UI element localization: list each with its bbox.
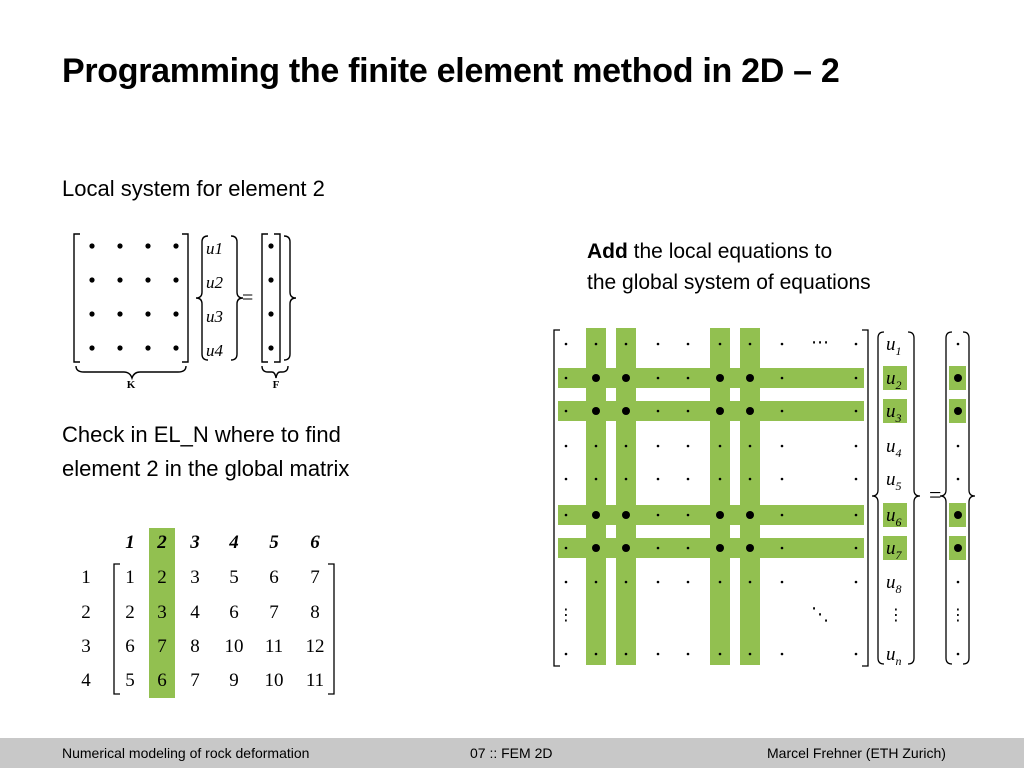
el-n-cell: 7 [310, 567, 320, 588]
matrix-entry-dot [687, 581, 690, 584]
local-equals-sign: = [242, 287, 254, 309]
el-n-cell: 4 [190, 602, 200, 623]
el-n-cell: 7 [190, 670, 200, 691]
matrix-entry-dot [565, 581, 568, 584]
matrix-entry-dot [565, 547, 568, 550]
matrix-entry-dot [687, 547, 690, 550]
el-n-cell: 3 [190, 567, 200, 588]
force-entry-dot [268, 243, 273, 248]
matrix-contribution-dot [592, 374, 600, 382]
add-caption-bold: Add [587, 240, 628, 263]
rhs-contribution-dot [954, 407, 962, 415]
matrix-contribution-dot [592, 511, 600, 519]
local-unknown-u4: u4 [206, 341, 223, 360]
global-system-equation [548, 324, 978, 670]
el-n-cell: 2 [157, 567, 167, 588]
force-entry-dot [268, 277, 273, 282]
matrix-entry-dot [855, 653, 858, 656]
matrix-entry-dot [687, 514, 690, 517]
matrix-entry-dot [565, 514, 568, 517]
slide-title: Programming the finite element method in 2D – 2 [62, 52, 840, 90]
check-caption-line1: Check in EL_N where to find [62, 422, 341, 447]
stiffness-entry-dot [117, 311, 122, 316]
local-system-equation [64, 228, 304, 398]
unknown-right-brace [908, 332, 920, 664]
matrix-contribution-dot [716, 544, 724, 552]
stiffness-entry-dot [173, 277, 178, 282]
el-n-cell: 11 [264, 636, 284, 657]
check-caption [62, 418, 349, 486]
el-n-cell: 3 [157, 602, 167, 623]
el-n-cell: 12 [305, 636, 325, 657]
global-unknown: $u_2$ [886, 368, 902, 392]
matrix-entry-dot [781, 445, 784, 448]
global-unknown: $u_n$ [886, 644, 902, 668]
matrix-entry-dot [565, 343, 568, 346]
matrix-entry-dot [657, 445, 660, 448]
matrix-entry-dot [625, 653, 628, 656]
local-unknown-u2: u2 [206, 273, 223, 292]
stiffness-entry-dot [145, 277, 150, 282]
matrix-contribution-dot [716, 374, 724, 382]
el-n-column-header: 6 [310, 532, 320, 553]
footer-course: Numerical modeling of rock deformation [62, 745, 310, 761]
el-n-row-header: 2 [81, 602, 91, 623]
rhs-entry-dot [957, 445, 960, 448]
matrix-contribution-dot [592, 544, 600, 552]
rhs-contribution-dot [954, 374, 962, 382]
matrix-entry-dot [565, 478, 568, 481]
el-n-cell: 6 [157, 670, 167, 691]
el-n-cell: 9 [229, 670, 239, 691]
stiffness-entry-dot [117, 345, 122, 350]
matrix-entry-dot [657, 478, 660, 481]
matrix-contribution-dot [746, 511, 754, 519]
highlighted-row-band [558, 368, 864, 388]
el-n-cell: 7 [269, 602, 279, 623]
matrix-contribution-dot [746, 374, 754, 382]
el-n-cell: 8 [190, 636, 200, 657]
matrix-entry-dot [565, 653, 568, 656]
matrix-entry-dot [781, 478, 784, 481]
add-caption-rest: the local equations to [627, 240, 833, 263]
matrix-entry-dot [625, 343, 628, 346]
stiffness-entry-dot [89, 243, 94, 248]
matrix-entry-dot [719, 343, 722, 346]
footer-bar [0, 738, 1024, 768]
matrix-contribution-dot [622, 544, 630, 552]
stiffness-entry-dot [89, 311, 94, 316]
local-system-caption: Local system for element 2 [62, 176, 325, 201]
force-vector-label: F [272, 379, 280, 391]
check-caption-line2: element 2 in the global matrix [62, 456, 350, 481]
matrix-entry-dot [565, 445, 568, 448]
el-n-cell: 1 [125, 567, 135, 588]
matrix-entry-dot [719, 445, 722, 448]
matrix-entry-dot [657, 514, 660, 517]
global-unknown: $u_3$ [886, 401, 902, 425]
rhs-entry-dot [957, 653, 960, 656]
footer-author: Marcel Frehner (ETH Zurich) [767, 745, 946, 761]
el-n-cell: 6 [125, 636, 135, 657]
matrix-entry-dot [657, 581, 660, 584]
local-unknown-u3: u3 [206, 307, 223, 326]
highlighted-row-band [558, 505, 864, 525]
matrix-entry-dot [719, 581, 722, 584]
matrix-entry-dot [625, 581, 628, 584]
global-unknown: $u_6$ [886, 505, 902, 529]
matrix-entry-dot [657, 343, 660, 346]
matrix-entry-dot [565, 377, 568, 380]
matrix-entry-dot [687, 445, 690, 448]
global-unknown: ⋮ [888, 607, 904, 624]
force-entry-dot [268, 311, 273, 316]
el-n-left-bracket [114, 564, 120, 694]
matrix-entry-dot [781, 410, 784, 413]
stiffness-entry-dot [89, 345, 94, 350]
matrix-entry-dot [565, 410, 568, 413]
el-n-cell: 6 [229, 602, 239, 623]
el-n-column-header: 4 [229, 532, 239, 553]
matrix-contribution-dot [622, 374, 630, 382]
stiffness-matrix-label: K [126, 379, 136, 391]
unknown-left-brace [872, 332, 884, 664]
stiffness-entry-dot [145, 243, 150, 248]
matrix-entry-dot [595, 653, 598, 656]
matrix-contribution-dot [746, 544, 754, 552]
matrix-entry-dot [749, 581, 752, 584]
matrix-entry-dot [855, 377, 858, 380]
matrix-entry-dot [781, 514, 784, 517]
el-n-column-header: 5 [269, 532, 279, 553]
matrix-entry-dot [657, 410, 660, 413]
matrix-ellipsis: ⋯ [811, 332, 829, 352]
el-n-cell: 10 [264, 670, 284, 691]
matrix-entry-dot [687, 478, 690, 481]
matrix-vertical-dots: ⋮ [558, 607, 574, 624]
rhs-contribution-dot [954, 511, 962, 519]
global-unknown: $u_8$ [886, 572, 902, 596]
el-n-column-header: 1 [125, 532, 135, 553]
el-n-row-header: 4 [81, 670, 91, 691]
global-equals-sign: = [929, 482, 942, 507]
local-unknown-u1: u1 [206, 239, 223, 258]
el-n-cell: 7 [157, 636, 167, 657]
stiffness-entry-dot [173, 345, 178, 350]
el-n-table [70, 526, 350, 702]
el-n-cell: 8 [310, 602, 320, 623]
global-unknown: $u_1$ [886, 334, 902, 358]
matrix-entry-dot [625, 445, 628, 448]
matrix-contribution-dot [716, 511, 724, 519]
el-n-cell: 5 [125, 670, 135, 691]
matrix-entry-dot [687, 410, 690, 413]
matrix-entry-dot [687, 377, 690, 380]
matrix-contribution-dot [592, 407, 600, 415]
matrix-entry-dot [687, 343, 690, 346]
matrix-entry-dot [657, 653, 660, 656]
matrix-entry-dot [855, 514, 858, 517]
matrix-entry-dot [749, 478, 752, 481]
matrix-entry-dot [781, 377, 784, 380]
force-entry-dot [268, 345, 273, 350]
stiffness-entry-dot [117, 243, 122, 248]
el-n-cell: 10 [224, 636, 244, 657]
footer-lecture: 07 :: FEM 2D [470, 745, 553, 761]
add-caption [587, 236, 871, 298]
matrix-entry-dot [687, 653, 690, 656]
matrix-entry-dot [855, 445, 858, 448]
global-unknown: $u_7$ [886, 538, 902, 562]
stiffness-entry-dot [173, 311, 178, 316]
matrix-entry-dot [781, 653, 784, 656]
el-n-cell: 6 [269, 567, 279, 588]
el-n-row-header: 1 [81, 567, 91, 588]
matrix-contribution-dot [622, 511, 630, 519]
matrix-entry-dot [855, 478, 858, 481]
el-n-cell: 2 [125, 602, 135, 623]
matrix-entry-dot [595, 343, 598, 346]
highlighted-row-band [558, 538, 864, 558]
svg-text:u2 [206, 273, 224, 292]
matrix-entry-dot [749, 343, 752, 346]
svg-text:u3 [206, 307, 223, 326]
matrix-diagonal-dots: ⋱ [811, 604, 829, 624]
matrix-contribution-dot [716, 407, 724, 415]
stiffness-entry-dot [145, 311, 150, 316]
stiffness-entry-dot [89, 277, 94, 282]
matrix-entry-dot [719, 478, 722, 481]
matrix-entry-dot [625, 478, 628, 481]
matrix-entry-dot [855, 547, 858, 550]
matrix-entry-dot [855, 410, 858, 413]
stiffness-entry-dot [117, 277, 122, 282]
rhs-entry-dot [957, 581, 960, 584]
highlighted-row-band [558, 401, 864, 421]
matrix-entry-dot [595, 445, 598, 448]
matrix-entry-dot [781, 343, 784, 346]
matrix-entry-dot [657, 377, 660, 380]
matrix-entry-dot [781, 581, 784, 584]
el-n-column-header: 2 [157, 532, 167, 553]
rhs-vertical-dots: ⋮ [950, 607, 966, 624]
rhs-entry-dot [957, 343, 960, 346]
matrix-contribution-dot [746, 407, 754, 415]
matrix-entry-dot [749, 445, 752, 448]
matrix-entry-dot [749, 653, 752, 656]
svg-text:u1 [206, 239, 223, 258]
el-n-right-bracket [328, 564, 334, 694]
matrix-entry-dot [595, 478, 598, 481]
rhs-contribution-dot [954, 544, 962, 552]
el-n-column-header: 3 [190, 532, 200, 553]
el-n-cell: 5 [229, 567, 239, 588]
el-n-row-header: 3 [81, 636, 91, 657]
matrix-entry-dot [595, 581, 598, 584]
global-unknown: $u_4$ [886, 436, 902, 460]
el-n-cell: 11 [305, 670, 325, 691]
matrix-entry-dot [719, 653, 722, 656]
stiffness-entry-dot [173, 243, 178, 248]
rhs-entry-dot [957, 478, 960, 481]
global-unknown: $u_5$ [886, 469, 902, 493]
matrix-entry-dot [855, 343, 858, 346]
stiffness-entry-dot [145, 345, 150, 350]
matrix-contribution-dot [622, 407, 630, 415]
svg-text:u4 [206, 341, 224, 360]
matrix-entry-dot [657, 547, 660, 550]
matrix-entry-dot [781, 547, 784, 550]
matrix-entry-dot [855, 581, 858, 584]
add-caption-line2: the global system of equations [587, 271, 871, 294]
